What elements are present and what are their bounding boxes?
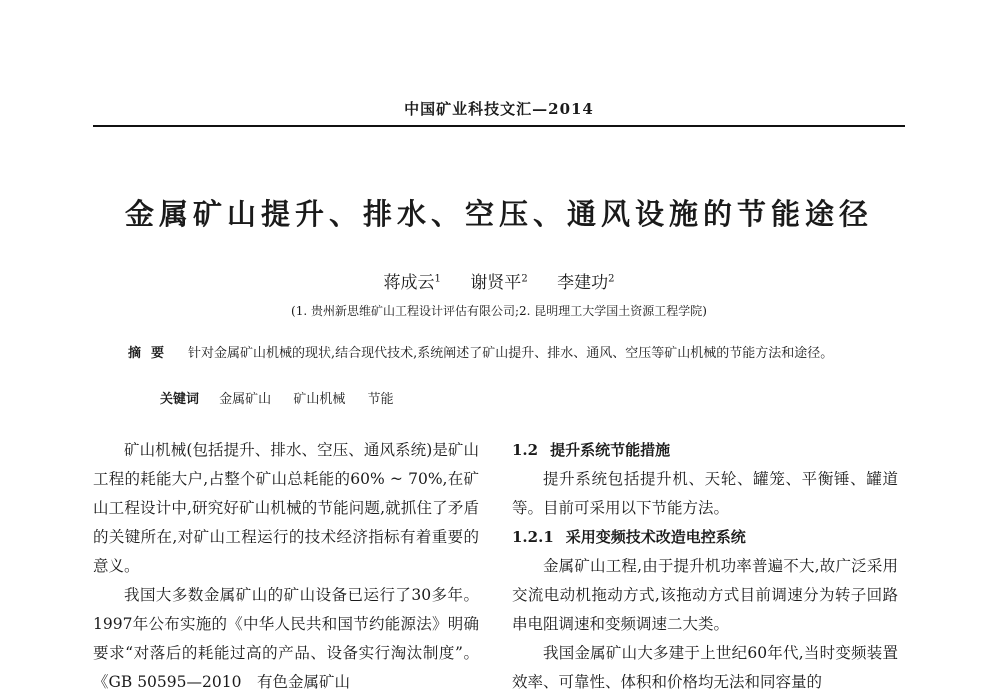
body-paragraph: 我国金属矿山大多建于上世纪60年代,当时变频装置效率、可靠性、体积和价格均无法和同容量的 xyxy=(512,644,898,691)
author-list xyxy=(93,268,905,293)
running-header: 中国矿业科技文汇—2014 xyxy=(404,100,594,118)
section-heading: 1.2 提升系统节能措施 xyxy=(512,441,671,459)
keyword: 金属矿山 xyxy=(219,392,272,407)
subsection-heading: 1.2.1 采用变频技术改造电控系统 xyxy=(512,528,746,546)
body-paragraph: 金属矿山工程,由于提升机功率普遍不大,故广泛采用交流电动机拖动方式,该拖动方式目前调速分为转子回路串电阻调速和变频调速二大类。 xyxy=(512,557,898,633)
abstract xyxy=(128,344,868,364)
abstract-text: 针对金属矿山机械的现状,结合现代技术,系统阐述了矿山提升、排水、通风、空压等矿山机械的节能方法和途径。 xyxy=(188,346,834,361)
author: 蒋成云$^1$ xyxy=(383,273,441,293)
paper-title: 金属矿山提升、排水、空压、通风设施的节能途径 xyxy=(124,197,873,231)
keyword: 节能 xyxy=(367,392,394,407)
affiliations: (1. 贵州新思维矿山工程设计评估有限公司;2. 昆明理工大学国土资源工程学院) xyxy=(291,304,707,318)
author: 谢贤平$^2$ xyxy=(470,273,528,293)
author: 李建功$^2$ xyxy=(557,273,615,293)
keywords xyxy=(160,388,860,407)
keywords-label: 关键词 xyxy=(160,392,200,407)
body-paragraph: 提升系统包括提升机、天轮、罐笼、平衡锤、罐道等。目前可采用以下节能方法。 xyxy=(512,470,898,517)
header-rule xyxy=(93,125,905,127)
body-paragraph: 矿山机械(包括提升、排水、空压、通风系统)是矿山工程的耗能大户,占整个矿山总耗能的60% ~ 70%,在矿山工程设计中,研究好矿山机械的节能问题,就抓住了矛盾的关键所在,对矿山工程运行的技术经济指标有着重要的意义。 xyxy=(93,441,479,575)
right-column xyxy=(512,436,898,697)
keyword: 矿山机械 xyxy=(293,392,346,407)
left-column xyxy=(93,436,479,697)
abstract-label: 摘要 xyxy=(128,346,175,361)
body-paragraph: 我国大多数金属矿山的矿山设备已运行了30多年。1997年公布实施的《中华人民共和国节约能源法》明确要求“对落后的耗能过高的产品、设备实行淘汰制度”。《GB 50595—2010 有色金属矿山 xyxy=(93,586,479,691)
